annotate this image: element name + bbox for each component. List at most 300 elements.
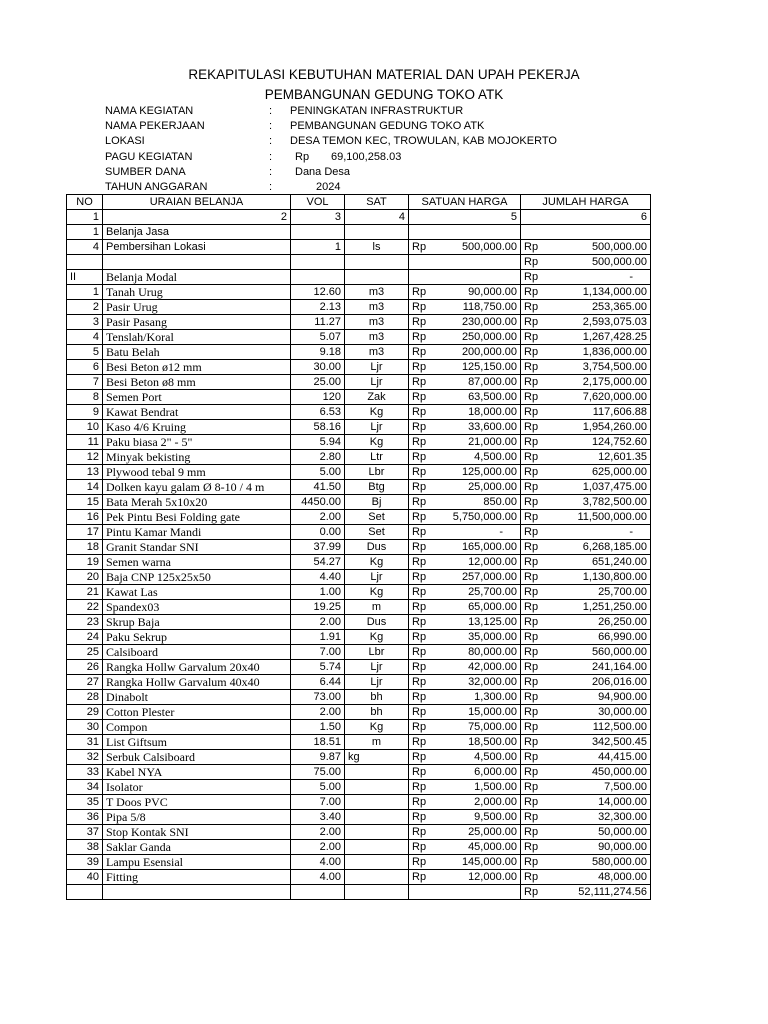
- price-amount: 13,125.00: [468, 616, 517, 628]
- money-wrap: [524, 495, 647, 509]
- item-total: [521, 450, 651, 465]
- money-wrap: [524, 405, 647, 419]
- item-price: [409, 630, 521, 645]
- item-total: [521, 240, 651, 255]
- section-title: Belanja Jasa: [103, 225, 291, 240]
- currency-label: Rp: [412, 586, 427, 598]
- money-wrap: [524, 390, 647, 404]
- item-no: 22: [67, 600, 103, 615]
- currency-label: Rp: [412, 676, 427, 688]
- total-amount: 14,000.00: [598, 796, 647, 808]
- table-row: [67, 795, 651, 810]
- item-sat: m3: [345, 300, 409, 315]
- currency-label: Rp: [524, 781, 539, 793]
- item-name: Pasir Urug: [103, 300, 291, 315]
- col-number: 4: [345, 210, 409, 225]
- empty-cell: [409, 270, 521, 285]
- money-wrap: [524, 825, 647, 839]
- item-price: [409, 435, 521, 450]
- total-amount: 7,500.00: [604, 781, 647, 793]
- currency-label: Rp: [412, 526, 427, 538]
- empty-cell: [103, 885, 291, 900]
- price-amount: 500,000.00: [461, 241, 517, 253]
- money-wrap: [524, 870, 647, 884]
- item-vol: 1.00: [291, 585, 345, 600]
- item-total: [521, 330, 651, 345]
- currency-label: Rp: [524, 856, 539, 868]
- currency-label: Rp: [524, 676, 539, 688]
- subtotal-jasa: [521, 255, 651, 270]
- item-name: Bata Merah 5x10x20: [103, 495, 291, 510]
- currency-label: Rp: [412, 856, 427, 868]
- money-wrap: [524, 630, 647, 644]
- price-amount: 75,000.00: [468, 721, 517, 733]
- item-no: 35: [67, 795, 103, 810]
- currency-label: Rp: [524, 316, 539, 328]
- money-wrap: [524, 705, 647, 719]
- col-number: 2: [103, 210, 291, 225]
- empty-cell: [103, 255, 291, 270]
- item-name: Kaso 4/6 Kruing: [103, 420, 291, 435]
- currency-label: Rp: [412, 646, 427, 658]
- currency-label: Rp: [524, 436, 539, 448]
- grand-total-row: [67, 885, 651, 900]
- item-no: 13: [67, 465, 103, 480]
- item-price: [409, 300, 521, 315]
- item-sat: m: [345, 600, 409, 615]
- price-amount: 165,000.00: [461, 541, 517, 553]
- item-price: [409, 690, 521, 705]
- currency-label: Rp: [524, 841, 539, 853]
- currency-label: Rp: [524, 556, 539, 568]
- item-sat: [345, 810, 409, 825]
- item-price: [409, 510, 521, 525]
- table-row: [67, 825, 651, 840]
- total-amount: 2,175,000.00: [582, 376, 647, 388]
- item-vol: 0.00: [291, 525, 345, 540]
- money-wrap: [412, 330, 517, 344]
- currency-label: Rp: [524, 586, 539, 598]
- item-total: [521, 870, 651, 885]
- total-amount: 12,601.35: [598, 451, 647, 463]
- item-total: [521, 315, 651, 330]
- item-sat: Kg: [345, 630, 409, 645]
- item-sat: bh: [345, 690, 409, 705]
- table-row: [67, 765, 651, 780]
- empty-cell: [345, 225, 409, 240]
- total-amount: 500,000.00: [591, 241, 647, 253]
- item-sat: Kg: [345, 585, 409, 600]
- currency-label: Rp: [524, 256, 539, 268]
- item-name: Pintu Kamar Mandi: [103, 525, 291, 540]
- item-price: [409, 840, 521, 855]
- price-amount: 5,750,000.00: [452, 511, 517, 523]
- item-sat: Ljr: [345, 660, 409, 675]
- item-no: 24: [67, 630, 103, 645]
- col-number: 6: [521, 210, 651, 225]
- table-row: [67, 705, 651, 720]
- item-price: [409, 330, 521, 345]
- table-row: [67, 660, 651, 675]
- money-wrap: [524, 615, 647, 629]
- empty-cell: [67, 885, 103, 900]
- item-no: 29: [67, 705, 103, 720]
- item-name: Pek Pintu Besi Folding gate: [103, 510, 291, 525]
- info-row-nama-pekerjaan: [105, 119, 665, 134]
- currency-label: Rp: [412, 241, 427, 253]
- item-name: Pembersihan Lokasi: [103, 240, 291, 255]
- currency-label: Rp: [412, 691, 427, 703]
- money-wrap: [524, 555, 647, 569]
- item-name: Saklar Ganda: [103, 840, 291, 855]
- total-amount: 625,000.00: [591, 466, 647, 478]
- item-name: Baja CNP 125x25x50: [103, 570, 291, 585]
- item-price: [409, 555, 521, 570]
- item-price: [409, 585, 521, 600]
- money-wrap: [524, 420, 647, 434]
- total-amount: 7,620,000.00: [582, 391, 647, 403]
- item-total: [521, 300, 651, 315]
- currency-label: Rp: [412, 511, 427, 523]
- price-amount: 21,000.00: [468, 436, 517, 448]
- money-wrap: [412, 780, 517, 794]
- money-wrap: [412, 660, 517, 674]
- item-no: 25: [67, 645, 103, 660]
- project-info: [105, 104, 665, 195]
- currency-label: Rp: [412, 286, 427, 298]
- header-vol: VOL: [291, 195, 345, 210]
- item-no: 30: [67, 720, 103, 735]
- item-no: 11: [67, 435, 103, 450]
- info-value: Dana Desa: [295, 165, 351, 178]
- item-price: [409, 465, 521, 480]
- money-wrap: [412, 795, 517, 809]
- item-total: [521, 420, 651, 435]
- item-total: [521, 285, 651, 300]
- budget-table: [66, 194, 651, 900]
- price-amount: 2,000.00: [474, 796, 517, 808]
- item-name: Serbuk Calsiboard: [103, 750, 291, 765]
- subtotal-amount: 500,000.00: [591, 256, 647, 268]
- info-row-pagu: [105, 150, 665, 165]
- price-amount: 145,000.00: [461, 856, 517, 868]
- item-price: [409, 375, 521, 390]
- section-row-modal: [67, 270, 651, 285]
- item-name: Cotton Plester: [103, 705, 291, 720]
- money-wrap: [412, 645, 517, 659]
- subtotal-row-jasa: [67, 255, 651, 270]
- item-price: [409, 570, 521, 585]
- item-price: [409, 705, 521, 720]
- currency-label: Rp: [524, 616, 539, 628]
- item-vol: 4.40: [291, 570, 345, 585]
- money-wrap: [412, 630, 517, 644]
- item-total: [521, 660, 651, 675]
- currency-label: Rp: [524, 421, 539, 433]
- money-wrap: [524, 780, 647, 794]
- info-value: 2024: [316, 180, 341, 193]
- item-vol: 120: [291, 390, 345, 405]
- money-wrap: [524, 645, 647, 659]
- item-name: Paku biasa 2" - 5": [103, 435, 291, 450]
- price-amount: 200,000.00: [461, 346, 517, 358]
- item-price: [409, 360, 521, 375]
- item-vol: 54.27: [291, 555, 345, 570]
- item-no: 23: [67, 615, 103, 630]
- price-amount: 257,000.00: [461, 571, 517, 583]
- header-no: NO: [67, 195, 103, 210]
- item-price: [409, 540, 521, 555]
- price-amount: 1,300.00: [474, 691, 517, 703]
- price-amount: 33,600.00: [468, 421, 517, 433]
- currency-label: Rp: [524, 541, 539, 553]
- item-no: 33: [67, 765, 103, 780]
- money-wrap: [412, 690, 517, 704]
- item-no: 2: [67, 300, 103, 315]
- item-total: [521, 645, 651, 660]
- item-no: 17: [67, 525, 103, 540]
- price-amount: 35,000.00: [468, 631, 517, 643]
- item-no: 7: [67, 375, 103, 390]
- item-name: List Giftsum: [103, 735, 291, 750]
- item-name: Besi Beton ø8 mm: [103, 375, 291, 390]
- money-wrap: [412, 375, 517, 389]
- price-amount: 230,000.00: [461, 316, 517, 328]
- currency-label: Rp: [412, 331, 427, 343]
- item-sat: Kg: [345, 435, 409, 450]
- item-name: Pipa 5/8: [103, 810, 291, 825]
- item-sat: [345, 765, 409, 780]
- money-wrap: [412, 405, 517, 419]
- money-wrap: [412, 840, 517, 854]
- table-row: [67, 495, 651, 510]
- item-no: 26: [67, 660, 103, 675]
- item-vol: 41.50: [291, 480, 345, 495]
- document-subtitle: PEMBANGUNAN GEDUNG TOKO ATK: [264, 87, 504, 102]
- item-vol: 6.44: [291, 675, 345, 690]
- col-number: 1: [67, 210, 103, 225]
- item-price: [409, 345, 521, 360]
- money-wrap: [412, 525, 517, 539]
- currency-label: Rp: [412, 571, 427, 583]
- price-amount: 18,500.00: [468, 736, 517, 748]
- total-amount: 450,000.00: [591, 766, 647, 778]
- item-total: [521, 630, 651, 645]
- item-total: [521, 390, 651, 405]
- item-total: [521, 675, 651, 690]
- table-row: [67, 675, 651, 690]
- price-amount: 18,000.00: [468, 406, 517, 418]
- currency-label: Rp: [412, 751, 427, 763]
- currency-label: Rp: [412, 436, 427, 448]
- item-total: [521, 375, 651, 390]
- item-name: Isolator: [103, 780, 291, 795]
- section-no: II: [67, 270, 103, 285]
- section-row-jasa: [67, 225, 651, 240]
- item-no: 40: [67, 870, 103, 885]
- item-no: 20: [67, 570, 103, 585]
- table-row: [67, 285, 651, 300]
- money-wrap: [412, 720, 517, 734]
- item-no: 4: [67, 330, 103, 345]
- money-wrap: [412, 345, 517, 359]
- currency-label: Rp: [412, 601, 427, 613]
- item-no: 38: [67, 840, 103, 855]
- price-amount: 87,000.00: [468, 376, 517, 388]
- item-price: [409, 750, 521, 765]
- item-total: [521, 765, 651, 780]
- money-wrap: [412, 705, 517, 719]
- table-row: [67, 525, 651, 540]
- item-sat: Ljr: [345, 420, 409, 435]
- info-label: LOKASI: [105, 135, 145, 148]
- currency-label: Rp: [524, 721, 539, 733]
- item-price: [409, 765, 521, 780]
- table-row: [67, 720, 651, 735]
- info-label: PAGU KEGIATAN: [105, 150, 193, 163]
- item-sat: Set: [345, 525, 409, 540]
- money-wrap: [412, 615, 517, 629]
- item-no: 34: [67, 780, 103, 795]
- currency-label: Rp: [412, 556, 427, 568]
- item-vol: 25.00: [291, 375, 345, 390]
- money-wrap: [524, 480, 647, 494]
- item-no: 32: [67, 750, 103, 765]
- item-name: Rangka Hollw Garvalum 40x40: [103, 675, 291, 690]
- currency-label: Rp: [412, 376, 427, 388]
- item-total: [521, 735, 651, 750]
- item-price: [409, 315, 521, 330]
- item-no: 19: [67, 555, 103, 570]
- table-row: [67, 540, 651, 555]
- item-sat: [345, 825, 409, 840]
- item-sat: Ljr: [345, 360, 409, 375]
- item-vol: 2.13: [291, 300, 345, 315]
- item-sat: Set: [345, 510, 409, 525]
- info-colon: :: [269, 135, 273, 148]
- item-name: Tanah Urug: [103, 285, 291, 300]
- table-row: [67, 375, 651, 390]
- total-amount: 2,593,075.03: [582, 316, 647, 328]
- item-name: Batu Belah: [103, 345, 291, 360]
- currency-label: Rp: [524, 271, 539, 283]
- total-amount: 30,000.00: [598, 706, 647, 718]
- total-amount: 206,016.00: [591, 676, 647, 688]
- item-price: [409, 795, 521, 810]
- currency-label: Rp: [524, 451, 539, 463]
- table-row: [67, 780, 651, 795]
- item-vol: 7.00: [291, 795, 345, 810]
- header-satuan-harga: SATUAN HARGA: [409, 195, 521, 210]
- price-amount: 12,000.00: [468, 871, 517, 883]
- item-sat: Kg: [345, 555, 409, 570]
- col-number: 3: [291, 210, 345, 225]
- table-row: [67, 510, 651, 525]
- currency-label: Rp: [524, 526, 539, 538]
- table-row: [67, 855, 651, 870]
- money-wrap: [524, 855, 647, 869]
- table-row: [67, 645, 651, 660]
- money-wrap: [412, 600, 517, 614]
- money-wrap: [412, 390, 517, 404]
- item-vol: 5.94: [291, 435, 345, 450]
- currency-label: Rp: [524, 361, 539, 373]
- section-total-amount: -: [629, 271, 633, 283]
- money-wrap: [412, 480, 517, 494]
- money-wrap: [412, 855, 517, 869]
- table-row: [67, 615, 651, 630]
- table-row: [67, 420, 651, 435]
- table-row: [67, 840, 651, 855]
- currency-label: Rp: [412, 421, 427, 433]
- item-price: [409, 600, 521, 615]
- table-row: [67, 345, 651, 360]
- item-total: [521, 585, 651, 600]
- item-no: 3: [67, 315, 103, 330]
- currency-label: Rp: [524, 301, 539, 313]
- item-sat: Zak: [345, 390, 409, 405]
- money-wrap: [412, 750, 517, 764]
- currency-label: Rp: [412, 796, 427, 808]
- info-row-tahun: [105, 180, 665, 195]
- currency-label: Rp: [412, 406, 427, 418]
- total-amount: 26,250.00: [598, 616, 647, 628]
- price-amount: 850.00: [483, 496, 517, 508]
- total-amount: 580,000.00: [591, 856, 647, 868]
- item-total: [521, 750, 651, 765]
- empty-cell: [291, 885, 345, 900]
- item-sat: m3: [345, 345, 409, 360]
- currency-label: Rp: [524, 706, 539, 718]
- info-colon: :: [269, 150, 273, 163]
- total-amount: 66,990.00: [598, 631, 647, 643]
- column-number-row: [67, 210, 651, 225]
- item-sat: Kg: [345, 405, 409, 420]
- currency-label: Rp: [412, 631, 427, 643]
- item-no: 36: [67, 810, 103, 825]
- price-amount: 25,000.00: [468, 481, 517, 493]
- item-no: 39: [67, 855, 103, 870]
- info-label: NAMA PEKERJAAN: [105, 120, 205, 133]
- item-sat: [345, 795, 409, 810]
- money-wrap: [524, 570, 647, 584]
- item-no: 15: [67, 495, 103, 510]
- price-amount: 80,000.00: [468, 646, 517, 658]
- money-wrap: [412, 735, 517, 749]
- total-amount: 241,164.00: [591, 661, 647, 673]
- currency-label: Rp: [524, 286, 539, 298]
- currency-label: Rp: [412, 721, 427, 733]
- item-vol: 18.51: [291, 735, 345, 750]
- money-wrap: [524, 690, 647, 704]
- item-no: 21: [67, 585, 103, 600]
- item-sat: Ljr: [345, 375, 409, 390]
- pagu-amount: 69,100,258.03: [331, 150, 402, 163]
- currency-label: Rp: [524, 691, 539, 703]
- item-vol: 2.00: [291, 840, 345, 855]
- price-amount: 118,750.00: [462, 301, 517, 313]
- total-amount: 1,954,260.00: [582, 421, 647, 433]
- item-sat: Btg: [345, 480, 409, 495]
- item-total: [521, 810, 651, 825]
- info-label: SUMBER DANA: [105, 165, 186, 178]
- money-wrap: [524, 720, 647, 734]
- currency-label: Rp: [412, 496, 427, 508]
- table-row: [67, 240, 651, 255]
- empty-cell: [345, 885, 409, 900]
- money-wrap: [412, 495, 517, 509]
- currency-label: Rp: [412, 451, 427, 463]
